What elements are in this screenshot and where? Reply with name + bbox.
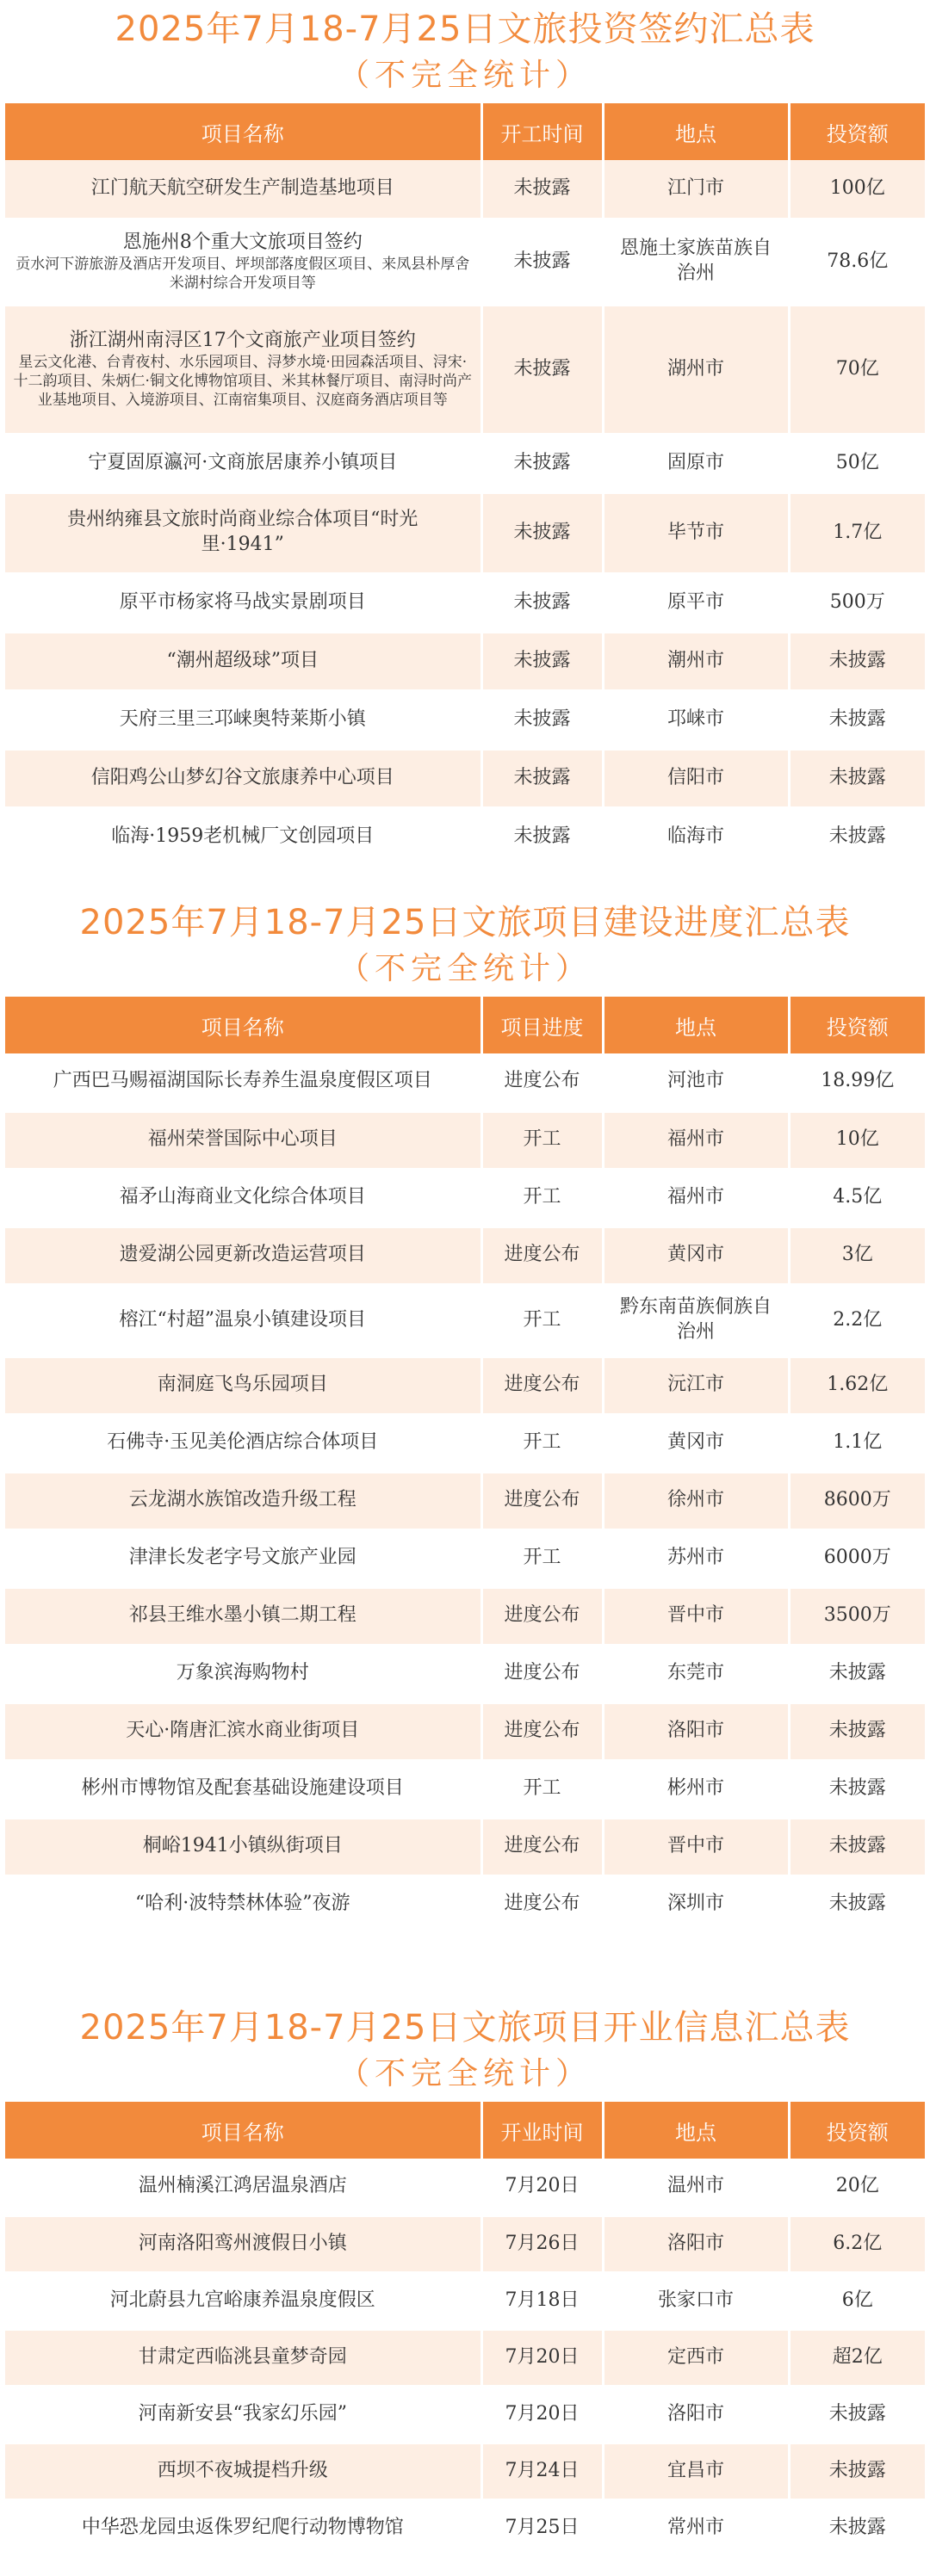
header-progress: 项目进度 [481, 997, 603, 1053]
cell-place: 河池市 [603, 1053, 789, 1111]
section-subtitle: （不完全统计） [338, 58, 592, 93]
cell-progress: 开工 [481, 1760, 603, 1818]
table-row [5, 2443, 925, 2499]
cell-progress: 开工 [481, 1414, 603, 1472]
cell-progress: 开工 [481, 1529, 603, 1587]
cell-name: 遗爱湖公园更新改造运营项目 [5, 1226, 481, 1284]
cell-amount: 未披露 [789, 2386, 925, 2443]
cell-time: 未披露 [481, 690, 603, 749]
cell-time: 未披露 [481, 160, 603, 219]
table-row [5, 1760, 925, 1818]
table-row [5, 160, 925, 219]
table-row [5, 1284, 925, 1356]
cell-amount: 78.6亿 [789, 219, 925, 305]
table-row [5, 1472, 925, 1529]
cell-time: 未披露 [481, 305, 603, 434]
cell-amount: 未披露 [789, 2499, 925, 2556]
cell-amount: 500万 [789, 573, 925, 632]
cell-place: 黄冈市 [603, 1226, 789, 1284]
cell-name: 河北蔚县九宫峪康养温泉度假区 [5, 2272, 481, 2329]
cell-name: “哈利·波特禁林体验”夜游 [5, 1875, 481, 1933]
cell-place: 洛阳市 [603, 2386, 789, 2443]
cell-place: 东莞市 [603, 1645, 789, 1702]
cell-place: 深圳市 [603, 1875, 789, 1933]
cell-amount: 未披露 [789, 807, 925, 866]
cell-amount: 未披露 [789, 1875, 925, 1933]
section-subtitle: （不完全统计） [338, 951, 592, 986]
table-row [5, 2499, 925, 2556]
cell-place: 邛崃市 [603, 690, 789, 749]
table-header-row [5, 997, 925, 1053]
cell-amount: 1.1亿 [789, 1414, 925, 1472]
cell-amount: 1.62亿 [789, 1356, 925, 1414]
project-name: 宁夏固原瀛河·文商旅居康养小镇项目 [88, 451, 398, 473]
cell-place: 黄冈市 [603, 1414, 789, 1472]
cell-place: 洛阳市 [603, 1702, 789, 1760]
project-name: 原平市杨家将马战实景剧项目 [119, 590, 366, 613]
table-row [5, 1818, 925, 1875]
cell-place: 信阳市 [603, 749, 789, 807]
cell-name: 石佛寺·玉见美伦酒店综合体项目 [5, 1414, 481, 1472]
cell-name [5, 219, 481, 305]
table-row [5, 1356, 925, 1414]
cell-time: 7月18日 [481, 2272, 603, 2329]
cell-name: 榕江“村超”温泉小镇建设项目 [5, 1284, 481, 1356]
table-row [5, 1053, 925, 1111]
cell-time: 7月20日 [481, 2386, 603, 2443]
cell-place: 福州市 [603, 1169, 789, 1226]
signing-table [5, 103, 925, 868]
section-title: 2025年7月18-7月25日文旅投资签约汇总表 [115, 9, 815, 49]
table-row [5, 1875, 925, 1933]
project-detail: 星云文化港、台青夜村、水乐园项目、浔梦水境·田园森活项目、浔宋·十二韵项目、朱炳仁·铜文化博物馆项目、米其林餐厅项目、南浔时尚产业基地项目、入境游项目、江南宿集项目、汉庭商务酒店项目等 [13, 354, 472, 410]
cell-name: 河南洛阳鸾州渡假日小镇 [5, 2215, 481, 2272]
cell-name [5, 434, 481, 492]
section-construction-progress [5, 899, 925, 1935]
cell-time: 未披露 [481, 492, 603, 573]
cell-name: 河南新安县“我家幻乐园” [5, 2386, 481, 2443]
opening-table [5, 2102, 925, 2558]
cell-progress: 进度公布 [481, 1226, 603, 1284]
header-project-name: 项目名称 [5, 2102, 481, 2159]
table-row [5, 2386, 925, 2443]
cell-amount: 70亿 [789, 305, 925, 434]
section-investment-signing [5, 5, 925, 868]
cell-amount: 超2亿 [789, 2329, 925, 2386]
cell-name: 中华恐龙园虫返侏罗纪爬行动物博物馆 [5, 2499, 481, 2556]
table-row [5, 2159, 925, 2215]
cell-amount: 未披露 [789, 1645, 925, 1702]
cell-progress: 进度公布 [481, 1875, 603, 1933]
table-row [5, 305, 925, 434]
cell-name: 祁县王维水墨小镇二期工程 [5, 1587, 481, 1645]
cell-progress: 开工 [481, 1284, 603, 1356]
table-row [5, 1702, 925, 1760]
cell-progress: 进度公布 [481, 1818, 603, 1875]
cell-time: 未披露 [481, 219, 603, 305]
cell-name [5, 749, 481, 807]
cell-progress: 开工 [481, 1169, 603, 1226]
project-name: “潮州超级球”项目 [166, 649, 319, 671]
cell-place: 定西市 [603, 2329, 789, 2386]
cell-amount: 6000万 [789, 1529, 925, 1587]
cell-place: 固原市 [603, 434, 789, 492]
cell-progress: 进度公布 [481, 1356, 603, 1414]
cell-name [5, 305, 481, 434]
header-start-time: 开工时间 [481, 103, 603, 160]
cell-amount: 6.2亿 [789, 2215, 925, 2272]
header-project-name: 项目名称 [5, 103, 481, 160]
header-project-name: 项目名称 [5, 997, 481, 1053]
cell-place: 温州市 [603, 2159, 789, 2215]
cell-name [5, 573, 481, 632]
header-location: 地点 [603, 997, 789, 1053]
cell-amount: 未披露 [789, 2443, 925, 2499]
section-title: 2025年7月18-7月25日文旅项目开业信息汇总表 [79, 2008, 851, 2048]
cell-name: 温州楠溪江鸿居温泉酒店 [5, 2159, 481, 2215]
header-location: 地点 [603, 2102, 789, 2159]
cell-name: 甘肃定西临洮县童梦奇园 [5, 2329, 481, 2386]
cell-name: 彬州市博物馆及配套基础设施建设项目 [5, 1760, 481, 1818]
cell-place: 原平市 [603, 573, 789, 632]
progress-table [5, 997, 925, 1935]
cell-place: 湖州市 [603, 305, 789, 434]
table-row [5, 1587, 925, 1645]
cell-place: 黔东南苗族侗族自治州 [603, 1284, 789, 1356]
cell-amount: 未披露 [789, 632, 925, 690]
table-row [5, 2329, 925, 2386]
cell-place: 张家口市 [603, 2272, 789, 2329]
cell-place: 彬州市 [603, 1760, 789, 1818]
table-row [5, 1169, 925, 1226]
table-row [5, 1226, 925, 1284]
cell-progress: 进度公布 [481, 1587, 603, 1645]
cell-amount: 未披露 [789, 1818, 925, 1875]
cell-time: 7月20日 [481, 2329, 603, 2386]
cell-place: 临海市 [603, 807, 789, 866]
cell-place: 江门市 [603, 160, 789, 219]
cell-place: 常州市 [603, 2499, 789, 2556]
cell-place: 洛阳市 [603, 2215, 789, 2272]
header-opening-time: 开业时间 [481, 2102, 603, 2159]
cell-name: 天心·隋唐汇滨水商业街项目 [5, 1702, 481, 1760]
project-name: 临海·1959老机械厂文创园项目 [111, 825, 375, 847]
table-row [5, 749, 925, 807]
table-row [5, 1529, 925, 1587]
cell-time: 7月25日 [481, 2499, 603, 2556]
cell-place: 恩施土家族苗族自治州 [603, 219, 789, 305]
header-investment: 投资额 [789, 103, 925, 160]
cell-time: 未披露 [481, 807, 603, 866]
cell-amount: 未披露 [789, 1702, 925, 1760]
cell-name: 南洞庭飞鸟乐园项目 [5, 1356, 481, 1414]
table-row [5, 2215, 925, 2272]
project-name: 贵州纳雍县文旅时尚商业综合体项目“时光里·1941” [67, 509, 418, 555]
cell-progress: 进度公布 [481, 1702, 603, 1760]
section-opening-info [5, 2004, 925, 2558]
project-name: 江门航天航空研发生产制造基地项目 [90, 176, 394, 199]
cell-name: 福矛山海商业文化综合体项目 [5, 1169, 481, 1226]
table-row [5, 1645, 925, 1702]
cell-time: 未披露 [481, 434, 603, 492]
table-row [5, 1414, 925, 1472]
cell-amount: 10亿 [789, 1111, 925, 1169]
table-row [5, 632, 925, 690]
table-header-row [5, 2102, 925, 2159]
table-header-row [5, 103, 925, 160]
cell-place: 沅江市 [603, 1356, 789, 1414]
cell-name [5, 492, 481, 573]
cell-progress: 开工 [481, 1111, 603, 1169]
cell-place: 徐州市 [603, 1472, 789, 1529]
project-name: 恩施州8个重大文旅项目签约 [122, 231, 363, 253]
cell-amount: 6亿 [789, 2272, 925, 2329]
cell-amount: 未披露 [789, 690, 925, 749]
section-title: 2025年7月18-7月25日文旅项目建设进度汇总表 [79, 903, 851, 942]
cell-amount: 4.5亿 [789, 1169, 925, 1226]
cell-name: 云龙湖水族馆改造升级工程 [5, 1472, 481, 1529]
header-location: 地点 [603, 103, 789, 160]
table-row [5, 492, 925, 573]
table-row [5, 2272, 925, 2329]
cell-name: 万象滨海购物村 [5, 1645, 481, 1702]
cell-time: 未披露 [481, 632, 603, 690]
cell-name [5, 632, 481, 690]
project-name: 浙江湖州南浔区17个文商旅产业项目签约 [69, 329, 416, 351]
cell-progress: 进度公布 [481, 1472, 603, 1529]
cell-amount: 100亿 [789, 160, 925, 219]
cell-place: 晋中市 [603, 1818, 789, 1875]
header-investment: 投资额 [789, 2102, 925, 2159]
cell-time: 7月24日 [481, 2443, 603, 2499]
cell-amount: 3500万 [789, 1587, 925, 1645]
table-row [5, 434, 925, 492]
cell-time: 未披露 [481, 749, 603, 807]
cell-amount: 未披露 [789, 1760, 925, 1818]
cell-name [5, 807, 481, 866]
cell-name: 桐峪1941小镇纵街项目 [5, 1818, 481, 1875]
cell-name: 津津长发老字号文旅产业园 [5, 1529, 481, 1587]
project-detail: 贡水河下游旅游及酒店开发项目、坪坝部落度假区项目、来凤县朴厚舍米湖村综合开发项目等 [16, 256, 470, 293]
cell-time: 7月20日 [481, 2159, 603, 2215]
cell-name [5, 690, 481, 749]
cell-progress: 进度公布 [481, 1053, 603, 1111]
cell-place: 宜昌市 [603, 2443, 789, 2499]
cell-place: 潮州市 [603, 632, 789, 690]
project-name: 信阳鸡公山梦幻谷文旅康养中心项目 [90, 766, 394, 788]
table-row [5, 690, 925, 749]
cell-place: 晋中市 [603, 1587, 789, 1645]
project-name: 天府三里三邛崃奥特莱斯小镇 [119, 707, 366, 730]
cell-name [5, 160, 481, 219]
cell-amount: 3亿 [789, 1226, 925, 1284]
table-row [5, 1111, 925, 1169]
section-subtitle: （不完全统计） [338, 2056, 592, 2091]
table-row [5, 219, 925, 305]
cell-name: 广西巴马赐福湖国际长寿养生温泉度假区项目 [5, 1053, 481, 1111]
cell-time: 7月26日 [481, 2215, 603, 2272]
header-investment: 投资额 [789, 997, 925, 1053]
cell-place: 毕节市 [603, 492, 789, 573]
cell-amount: 2.2亿 [789, 1284, 925, 1356]
cell-amount: 18.99亿 [789, 1053, 925, 1111]
cell-place: 福州市 [603, 1111, 789, 1169]
cell-progress: 进度公布 [481, 1645, 603, 1702]
table-row [5, 807, 925, 866]
cell-amount: 50亿 [789, 434, 925, 492]
cell-name: 福州荣誉国际中心项目 [5, 1111, 481, 1169]
table-row [5, 573, 925, 632]
cell-time: 未披露 [481, 573, 603, 632]
cell-amount: 未披露 [789, 749, 925, 807]
cell-amount: 1.7亿 [789, 492, 925, 573]
cell-amount: 8600万 [789, 1472, 925, 1529]
cell-place: 苏州市 [603, 1529, 789, 1587]
cell-amount: 20亿 [789, 2159, 925, 2215]
cell-name: 西坝不夜城提档升级 [5, 2443, 481, 2499]
